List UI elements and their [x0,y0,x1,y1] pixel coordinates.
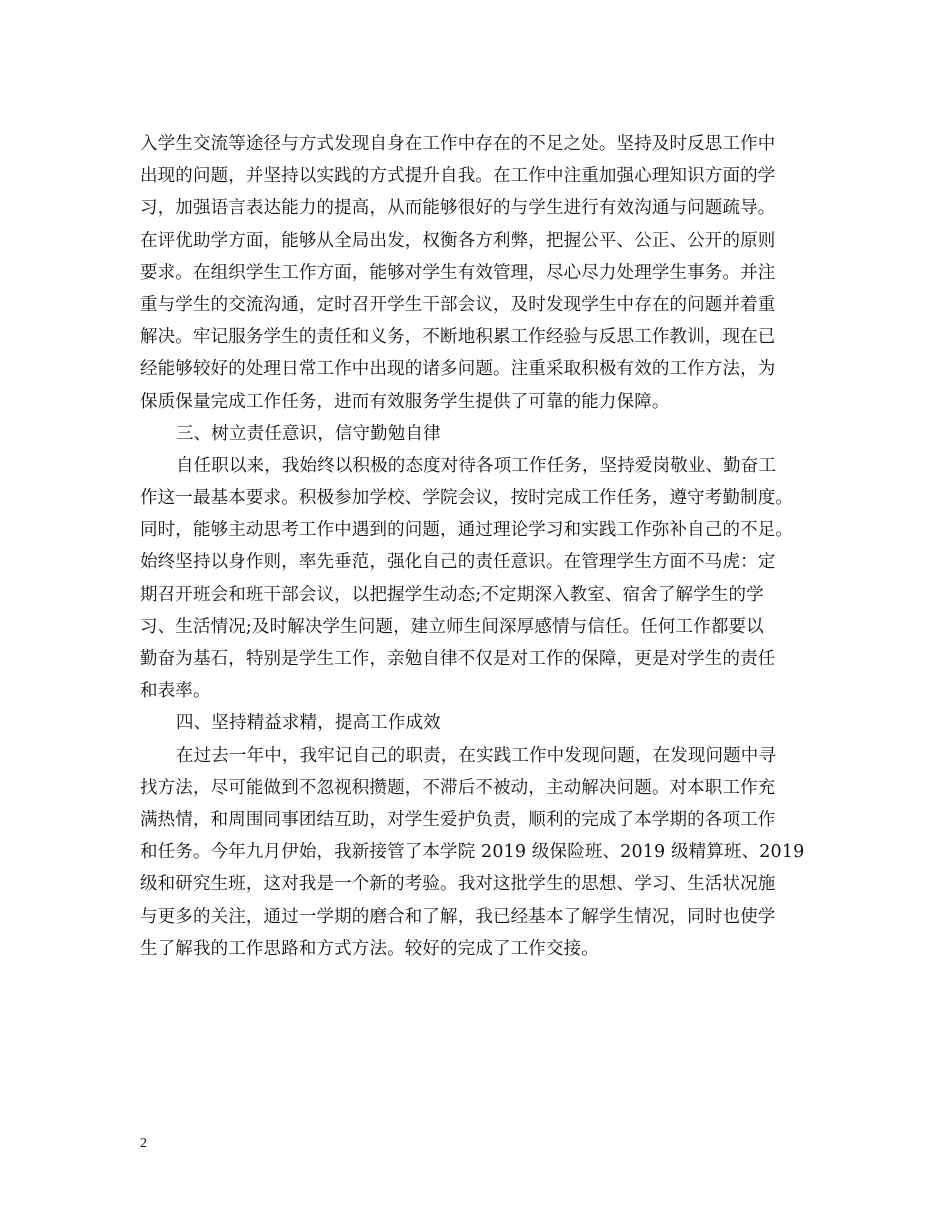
text-line: 四、坚持精益求精，提高工作成效 [176,713,441,734]
text-line: 生了解我的工作思路和方式方法。较好的完成了工作交接。 [140,938,599,959]
text-line: 勤奋为基石，特别是学生工作，亲勉自律不仅是对工作的保障，更是对学生的责任 [140,649,776,669]
text-line: 和任务。今年九月伊始，我新接管了本学院 2019 级保险班、2019 级精算班、2019 [140,842,805,863]
text-line: 在过去一年中，我牢记自己的职责，在实践工作中发现问题，在发现问题中寻 [176,745,777,766]
text-line: 重与学生的交流沟通，定时召开学生干部会议，及时发现学生中存在的问题并着重 [140,294,776,315]
page-number: 2 [140,1136,147,1151]
text-line: 习，加强语言表达能力的提高，从而能够很好的与学生进行有效沟通与问题疏导。 [140,198,776,219]
text-line: 和表率。 [140,681,211,702]
text-line: 级和研究生班，这对我是一个新的考验。我对这批学生的思想、学习、生活状况施 [140,874,776,895]
text-line: 满热情，和周围同事团结互助，对学生爱护负责，顺利的完成了本学期的各项工作 [140,809,776,830]
text-line: 期召开班会和班干部会议，以把握学生动态;不定期深入教室、宿舍了解学生的学 [140,584,764,605]
text-line: 在评优助学方面，能够从全局出发，权衡各方利弊，把握公平、公正、公开的原则 [140,230,776,251]
text-line: 要求。在组织学生工作方面，能够对学生有效管理，尽心尽力处理学生事务。并注 [140,262,776,283]
text-line: 习、生活情况;及时解决学生问题，建立师生间深厚感情与信任。任何工作都要以 [140,616,764,637]
text-line: 保质保量完成工作任务，进而有效服务学生提供了可靠的能力保障。 [140,391,670,412]
text-line: 出现的问题，并坚持以实践的方式提升自我。在工作中注重加强心理知识方面的学 [140,166,776,187]
text-line: 三、树立责任意识，信守勤勉自律 [176,423,441,444]
text-line: 入学生交流等途径与方式发现自身在工作中存在的不足之处。坚持及时反思工作中 [140,134,776,154]
text-line: 同时，能够主动思考工作中遇到的问题，通过理论学习和实践工作弥补自己的不足。 [140,520,794,541]
text-line: 找方法，尽可能做到不忽视积攒题，不滞后不被动，主动解决问题。对本职工作充 [140,777,776,798]
text-line: 与更多的关注，通过一学期的磨合和了解，我已经基本了解学生情况，同时也使学 [140,906,776,927]
text-line: 解决。牢记服务学生的责任和义务，不断地积累工作经验与反思工作教训，现在已 [140,327,776,348]
body-text [140,128,830,965]
text-line: 始终坚持以身作则，率先垂范，强化自己的责任意识。在管理学生方面不马虎：定 [140,552,776,573]
text-line: 作这一最基本要求。积极参加学校、学院会议，按时完成工作任务，遵守考勤制度。 [140,488,794,509]
text-line: 自任职以来，我始终以积极的态度对待各项工作任务，坚持爱岗敬业、勤奋工 [176,455,777,476]
text-line: 经能够较好的处理日常工作中出现的诸多问题。注重采取积极有效的工作方法，为 [140,359,776,380]
